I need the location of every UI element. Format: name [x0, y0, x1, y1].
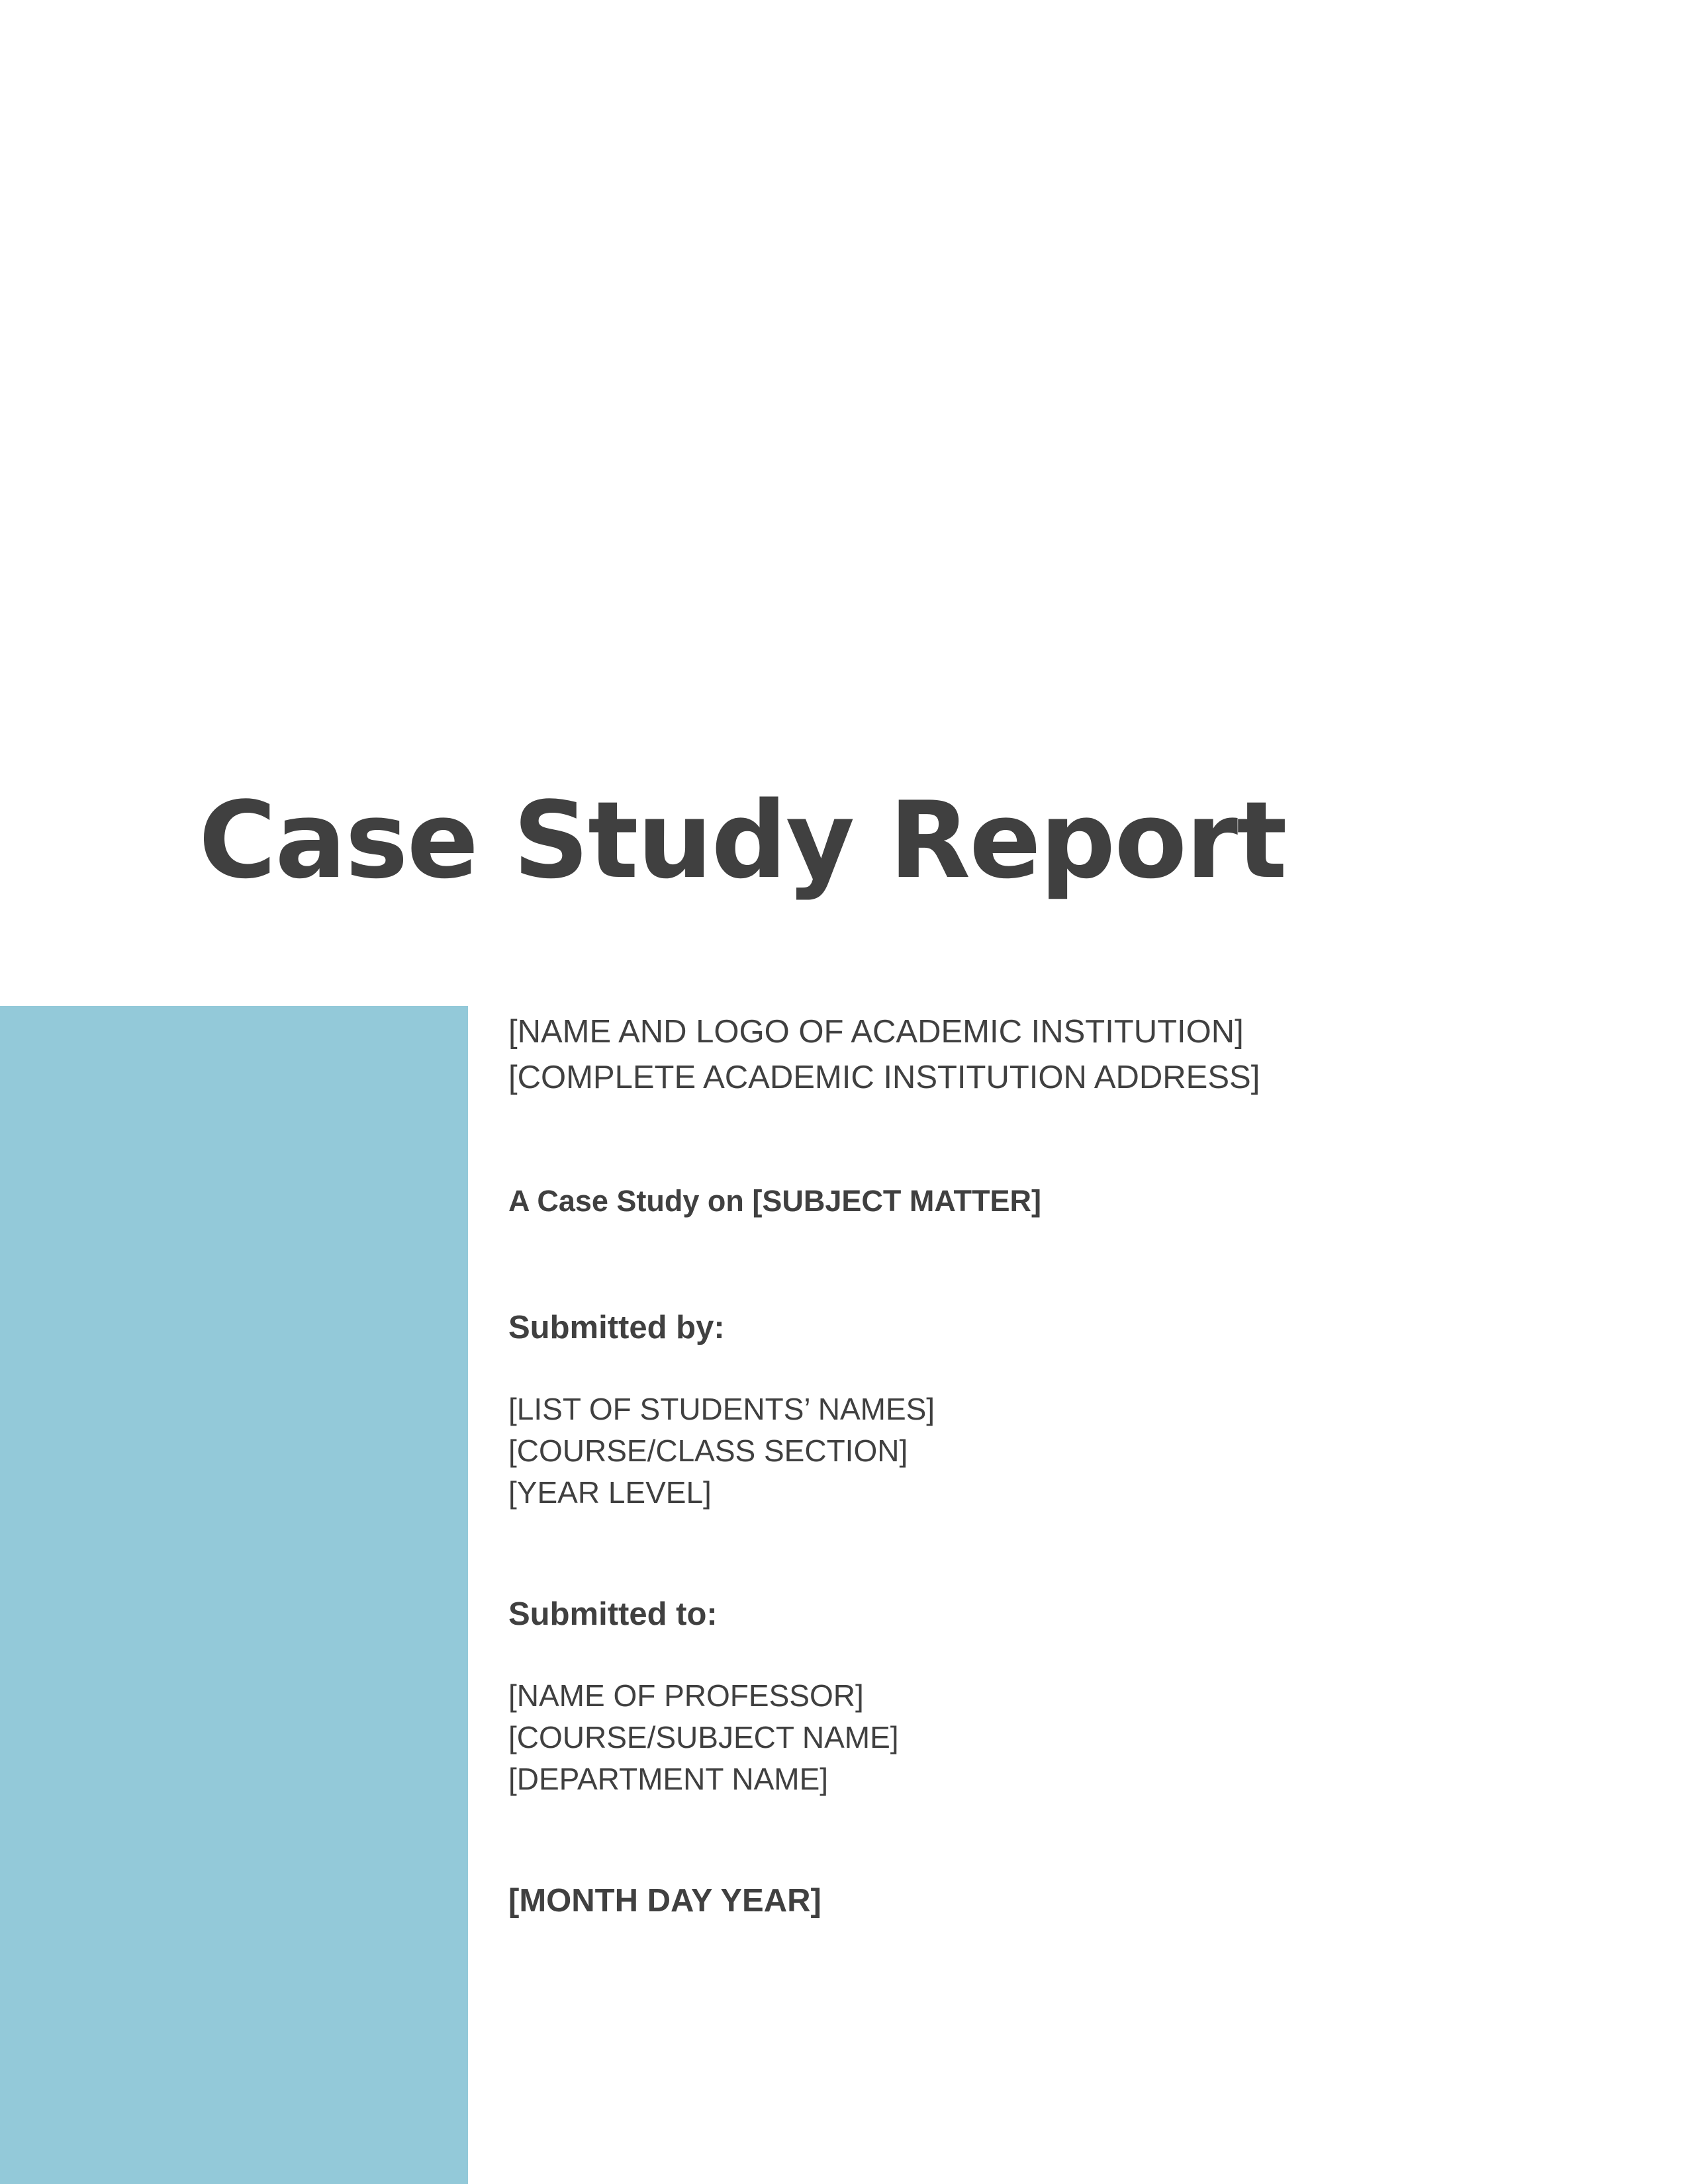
professor-name: [NAME OF PROFESSOR] [508, 1678, 864, 1713]
institution-block [508, 1009, 1634, 1101]
submitted-to-label: Submitted to: [508, 1596, 718, 1632]
cover-details [508, 1009, 1634, 1922]
submitted-by-list [508, 1388, 1634, 1514]
submitted-by-label: Submitted by: [508, 1310, 725, 1345]
year-level: [YEAR LEVEL] [508, 1475, 712, 1510]
institution-name-logo: [NAME AND LOGO OF ACADEMIC INSTITUTION] [508, 1014, 1244, 1050]
course-class-section: [COURSE/CLASS SECTION] [508, 1433, 908, 1468]
submission-date: [MONTH DAY YEAR] [508, 1883, 821, 1919]
students-names: [LIST OF STUDENTS’ NAMES] [508, 1392, 935, 1426]
subject-line: A Case Study on [SUBJECT MATTER] [508, 1184, 1042, 1218]
submitted-to-list [508, 1675, 1634, 1800]
accent-side-bar [0, 1006, 468, 2184]
course-subject-name: [COURSE/SUBJECT NAME] [508, 1720, 899, 1754]
document-title: Case Study Report [199, 778, 1286, 902]
department-name: [DEPARTMENT NAME] [508, 1762, 829, 1796]
institution-address: [COMPLETE ACADEMIC INSTITUTION ADDRESS] [508, 1060, 1260, 1095]
